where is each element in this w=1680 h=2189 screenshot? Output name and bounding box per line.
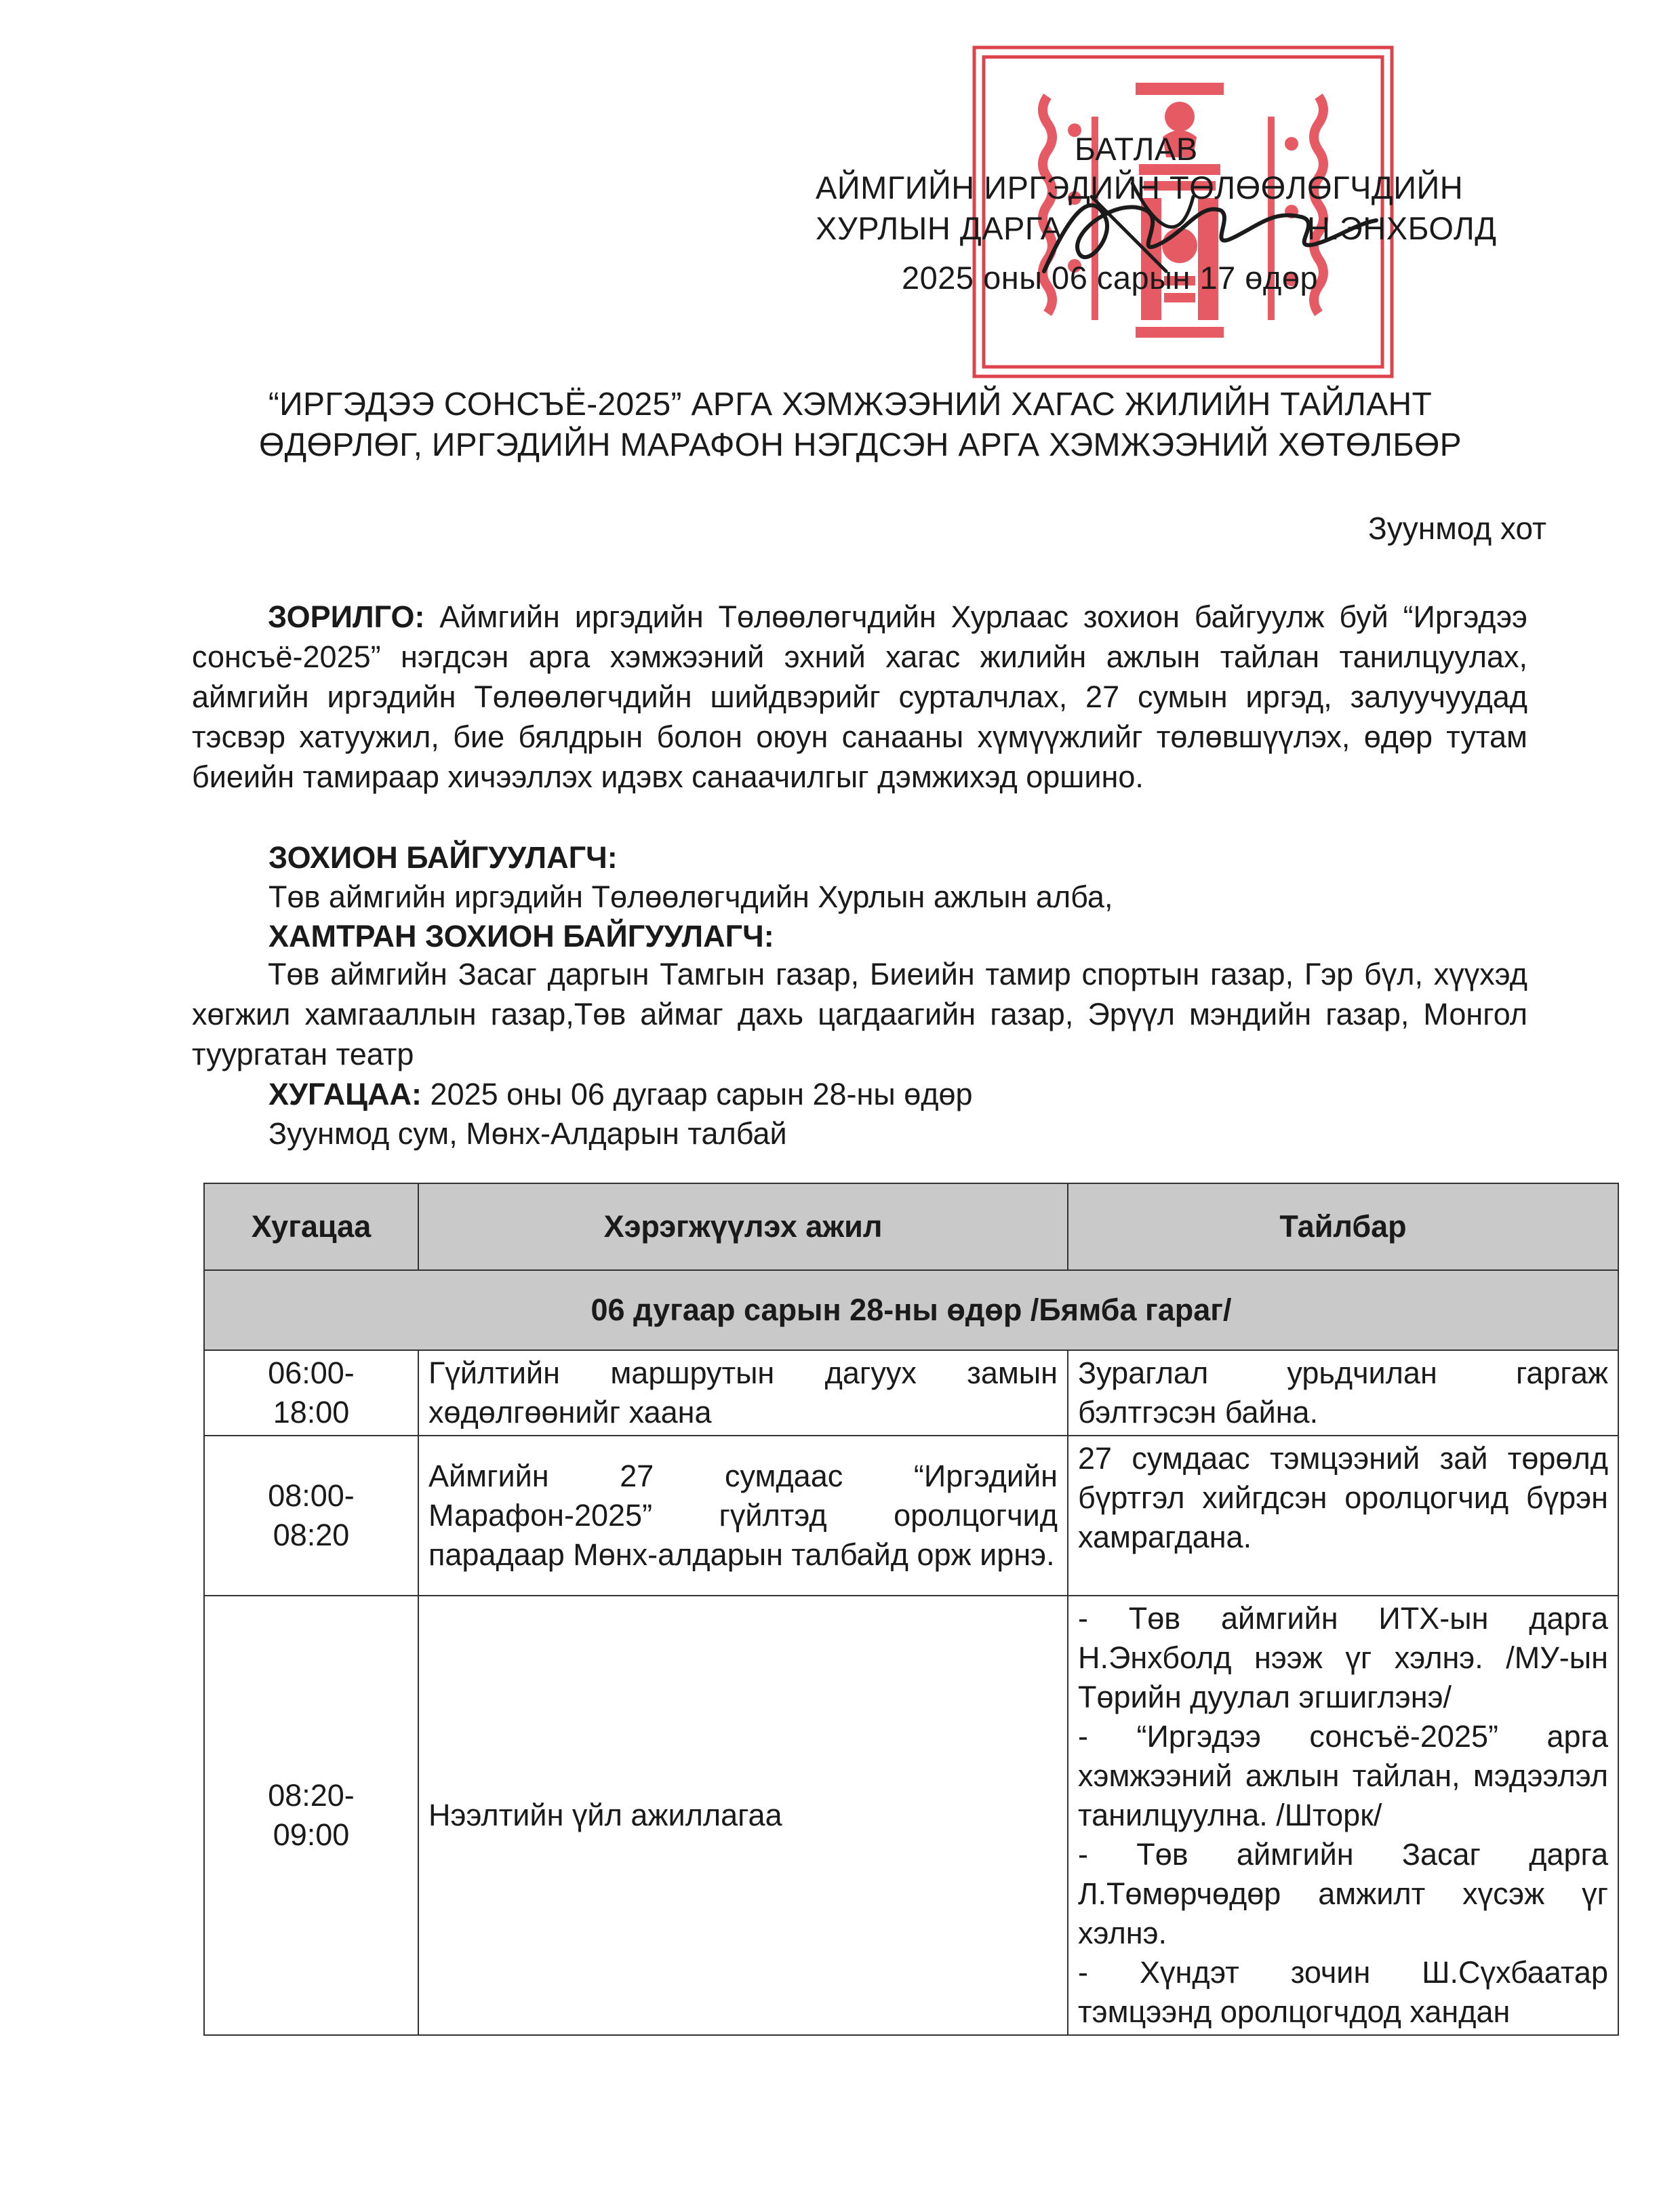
duration-line [268,1074,973,1114]
note-line: - Хүндэт зочин Ш.Сүхбаатар тэмцээнд оролцогчдод хандан [1078,1955,1608,2029]
table-header-row [204,1183,1618,1270]
approval-position-line2: ХУРЛЫН ДАРГА [816,210,1062,246]
table-row [204,1350,1618,1436]
header-time: Хугацаа [204,1183,418,1270]
co-organizer-label: ХАМТРАН ЗОХИОН БАЙГУУЛАГЧ: [268,919,774,953]
note-line: - “Иргэдээ сонсъё-2025” арга хэмжээний ажлын тайлан, мэдээлэл танилцуулна. /Шторк/ [1078,1719,1608,1832]
row-task: Аймгийн 27 сумдаас “Иргэдийн Марафон-2025” гүйлтэд оролцогчид парадаар Мөнх-алдарын талбайд орж ирнэ. [418,1436,1068,1596]
header-task: Хэрэгжүүлэх ажил [418,1183,1068,1270]
approval-date: 2025 оны 06 сарын 17 өдөр [902,260,1319,296]
goal-label: ЗОРИЛГО: [268,599,425,634]
row-task: Гүйлтийн маршрутын дагуух замын хөдөлгөөнийг хаана [418,1350,1068,1436]
note-line: - Төв аймгийн ИТХ-ын дарга Н.Энхболд нээж үг хэлнэ. /МУ-ын Төрийн дуулал эгшиглэнэ/ [1078,1601,1608,1714]
row-time: 08:00- 08:20 [204,1436,418,1596]
row-note [1068,1436,1618,1596]
note-line: 27 сумдаас тэмцээний зай төрөлд бүртгэл хийгдсэн оролцогчид бүрэн хамрагдана. [1078,1441,1608,1554]
duration-place: Зуунмод сум, Мөнх-Алдарын талбай [268,1116,787,1151]
handwritten-signature [1031,170,1383,285]
note-line: Зураглал урьдчилан гаргаж бэлтгэсэн байна. [1078,1356,1608,1429]
document-title-line1: “ИРГЭДЭЭ СОНСЪЁ-2025” АРГА ХЭМЖЭЭНИЙ ХАГАС ЖИЛИЙН ТАЙЛАНТ [268,387,1433,422]
co-organizer-paragraph [192,954,1527,1074]
organizer-value: Төв аймгийн иргэдийн Төлөөлөгчдийн Хурлын ажлын алба, [268,880,1113,914]
duration-value: 2025 оны 06 дугаар сарын 28-ны өдөр [422,1077,973,1111]
approval-position-line1: АЙМГИЙН ИРГЭДИЙН ТӨЛӨӨЛӨГЧДИЙН [816,170,1464,205]
approval-signer-name: Н.ЭНХБОЛД [1307,210,1497,246]
day-row-label: 06 дугаар сарын 28-ны өдөр /Бямба гараг/ [204,1270,1618,1350]
day-row [204,1270,1618,1350]
note-line: - Төв аймгийн Засаг дарга Л.Төмөрчөдөр амжилт хүсэж үг хэлнэ. [1078,1837,1608,1950]
goal-paragraph [192,597,1527,797]
table-row [204,1436,1618,1596]
row-note [1068,1596,1618,2035]
document-place: Зуунмод хот [1368,511,1547,546]
table-row [204,1596,1618,2035]
document-title-line2: ӨДӨРЛӨГ, ИРГЭДИЙН МАРАФОН НЭГДСЭН АРГА ХЭМЖЭЭНИЙ ХӨТӨЛБӨР [259,427,1462,463]
row-time: 06:00- 18:00 [204,1350,418,1436]
schedule-table [203,1183,1619,2036]
organizer-label: ЗОХИОН БАЙГУУЛАГЧ: [268,840,618,875]
duration-label: ХУГАЦАА: [268,1077,422,1111]
goal-text: Аймгийн иргэдийн Төлөөлөгчдийн Хурлаас зохион байгуулж буй “Иргэдээ сонсъё-2025” нэгдсэн арга хэмжээний эхний хагас жилийн ажлын тайлан танилцуулах, аймгийн иргэдийн Төлөөлөгчдийн шийдвэрийг сурталчлах, 27 сумын иргэд, залуучуудад тэсвэр хатуужил, бие бялдрын болон оюун санааны хүмүүжлийг төлөвшүүлэх, өдөр тутам биеийн тамираар хичээллэх идэвх санаачилгыг дэмжихэд оршино. [192,599,1527,794]
co-organizer-value: Төв аймгийн Засаг даргын Тамгын газар, Биеийн тамир спортын газар, Гэр бүл, хүүхэд хөгжил хамгааллын газар,Төв аймаг дахь цагдаагийн газар, Эрүүл мэндийн газар, Монгол туургатан театр [192,957,1527,1071]
approval-title: БАТЛАВ [1075,131,1198,167]
row-task: Нээлтийн үйл ажиллагаа [418,1596,1068,2035]
header-note: Тайлбар [1068,1183,1618,1270]
row-time: 08:20- 09:00 [204,1596,418,2035]
row-note [1068,1350,1618,1436]
